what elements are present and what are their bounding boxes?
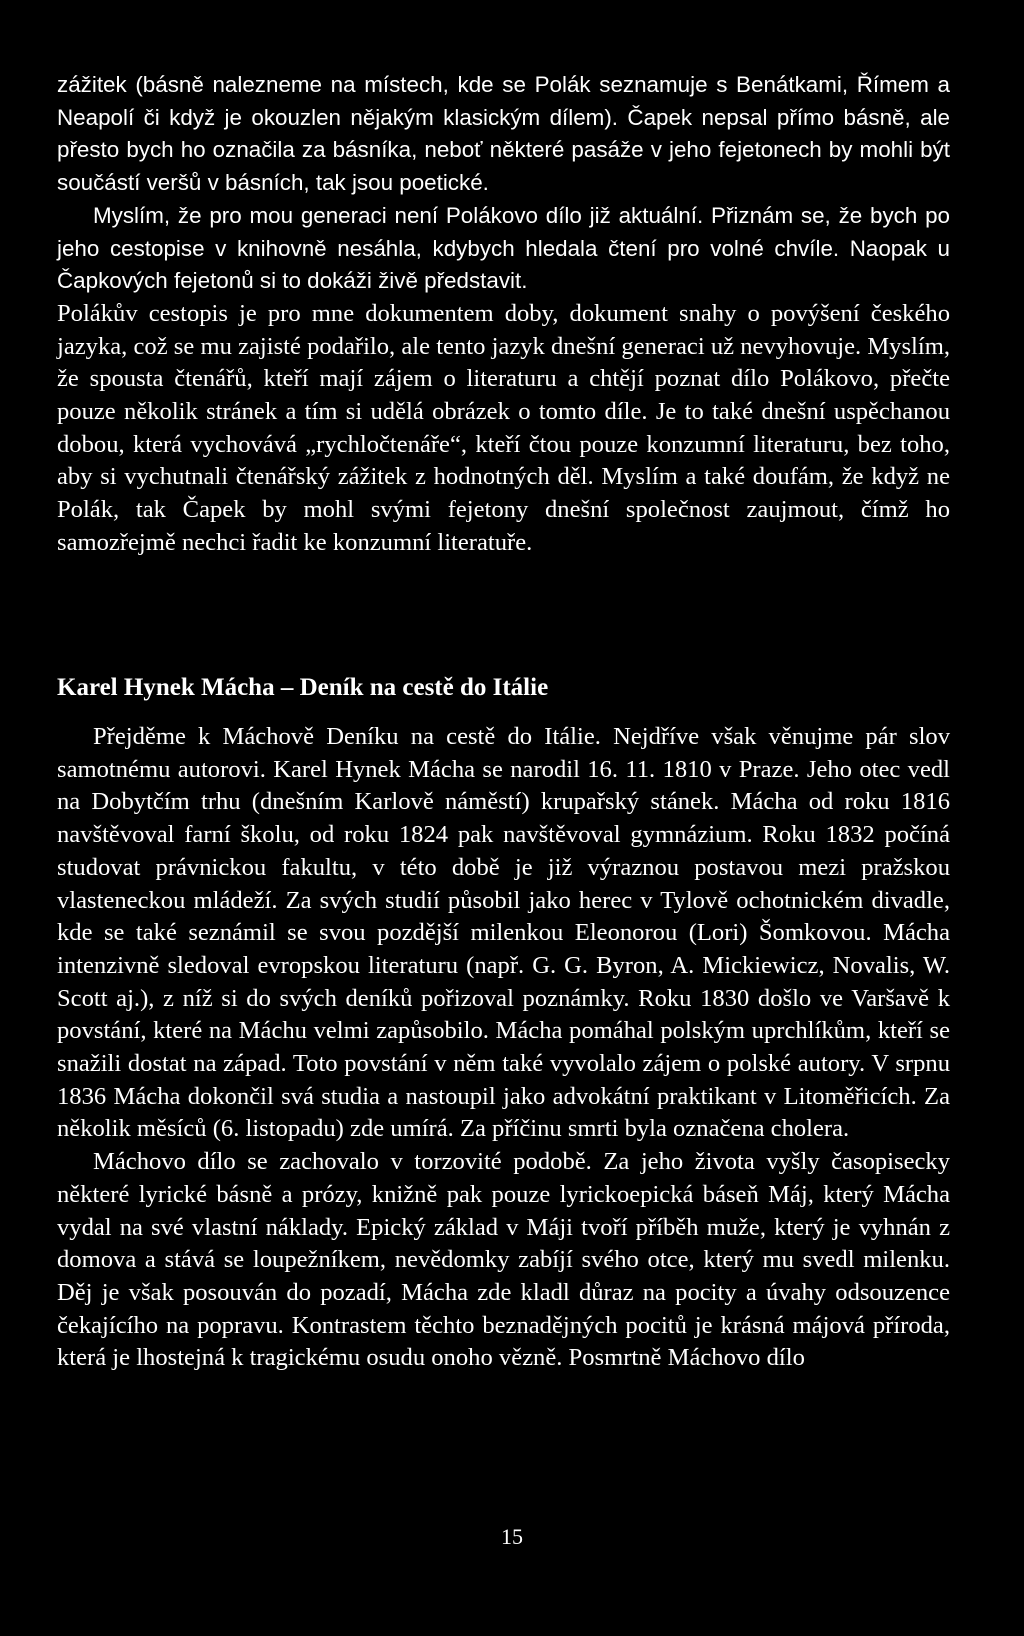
paragraph-opinion: Myslím, že pro mou generaci není Polákovo dílo již aktuální. Přiznám se, že bych po jeho cestopise v knihovně nesáhla, kdybych hledala čtení pro volné chvíle. Naopak u Čapkových fejetonů si to dokáži živě představit. — [57, 202, 950, 294]
paragraph-polak-travelogue: Polákův cestopis je pro mne dokumentem doby, dokument snahy o povýšení českého jazyka, což se mu zajisté podařilo, ale tento jazyk dnešní generaci už nevyhovuje. Myslím, že spousta čtenářů, kteří mají zájem o literaturu a chtějí poznat dílo Polákovo, přečte pouze několik stránek a tím si udělá obrázek o tomto díle. Je to také dnešní uspěchanou dobou, která vychovává „rychločtenáře“, kteří čtou pouze konzumní literaturu, bez toho, aby si vychutnali čtenářský zážitek z hodnotných děl. Myslím a také doufám, že když ne Polák, tak Čapek by mohl svými fejetony dnešní společnost zaujmout, čímž ho samozřejmě nechci řadit ke konzumní literatuře. — [57, 299, 950, 556]
paragraph-macha-biography: Přejděme k Máchově Deníku na cestě do Itálie. Nejdříve však věnujme pár slov samotnému autorovi. Karel Hynek Mácha se narodil 16. 11. 1810 v Praze. Jeho otec vedl na Dobytčím trhu (dnešním Karlově náměstí) krupařský stánek. Mácha od roku 1816 navštěvoval farní školu, od roku 1824 pak navštěvoval gymnázium. Roku 1832 počíná studovat právnickou fakultu, v této době je již výraznou postavou mezi pražskou vlasteneckou mládeží. Za svých studií působil jako herec v Tylově ochotnickém divadle, kde se také seznámil se svou pozdější milenkou Eleonorou (Lori) Šomkovou. Mácha intenzivně sledoval evropskou literaturu (např. G. G. Byron, A. Mickiewicz, Novalis, W. Scott aj.), z níž si do svých deníků pořizoval poznámky. Roku 1830 došlo ve Varšavě k povstání, které na Máchu velmi zapůsobilo. Mácha pomáhal polským uprchlíkům, kteří se snažili dostat na západ. Toto povstání v něm také vyvolalo zájem o polské autory. V srpnu 1836 Mácha dokončil svá studia a nastoupil jako advokátní praktikant v Litoměřicích. Za několik měsíců (6. listopadu) zde umírá. Za příčinu smrti byla označena cholera. — [57, 723, 950, 1143]
paragraph-macha-work: Máchovo dílo se zachovalo v torzovité podobě. Za jeho života vyšly časopisecky některé lyrické básně a prózy, knižně pak pouze lyrickoepická báseň Máj, který Mácha vydal na své vlastní náklady. Epický základ v Máji tvoří příběh muže, který je vyhnán z domova a stává se loupežníkem, nevědomky zabíjí svého otce, který mu svedl milenku. Děj je však posouván do pozadí, Mácha zde kladl důraz na pocity a úvahy odsouzence čekajícího na popravu. Kontrastem těchto beznadějných pocitů je krásná májová příroda, která je lhostejná k tragickému osudu onoho vězně. Posmrtně Máchovo dílo — [57, 1148, 950, 1372]
section-heading: Karel Hynek Mácha – Deník na cestě do Itálie — [57, 674, 549, 701]
page-number: 15 — [501, 1524, 523, 1549]
paragraph-continued: zážitek (básně nalezneme na místech, kde se Polák seznamuje s Benátkami, Římem a Neapolí či když je okouzlen nějakým klasickým dílem). Čapek nepsal přímo básně, ale přesto bych ho označila za básníka, neboť některé pasáže v jeho fejetonech by mohli být součástí veršů v básních, tak jsou poetické. — [57, 72, 950, 196]
top-text-block — [57, 69, 950, 560]
bottom-text-block — [57, 721, 950, 1375]
